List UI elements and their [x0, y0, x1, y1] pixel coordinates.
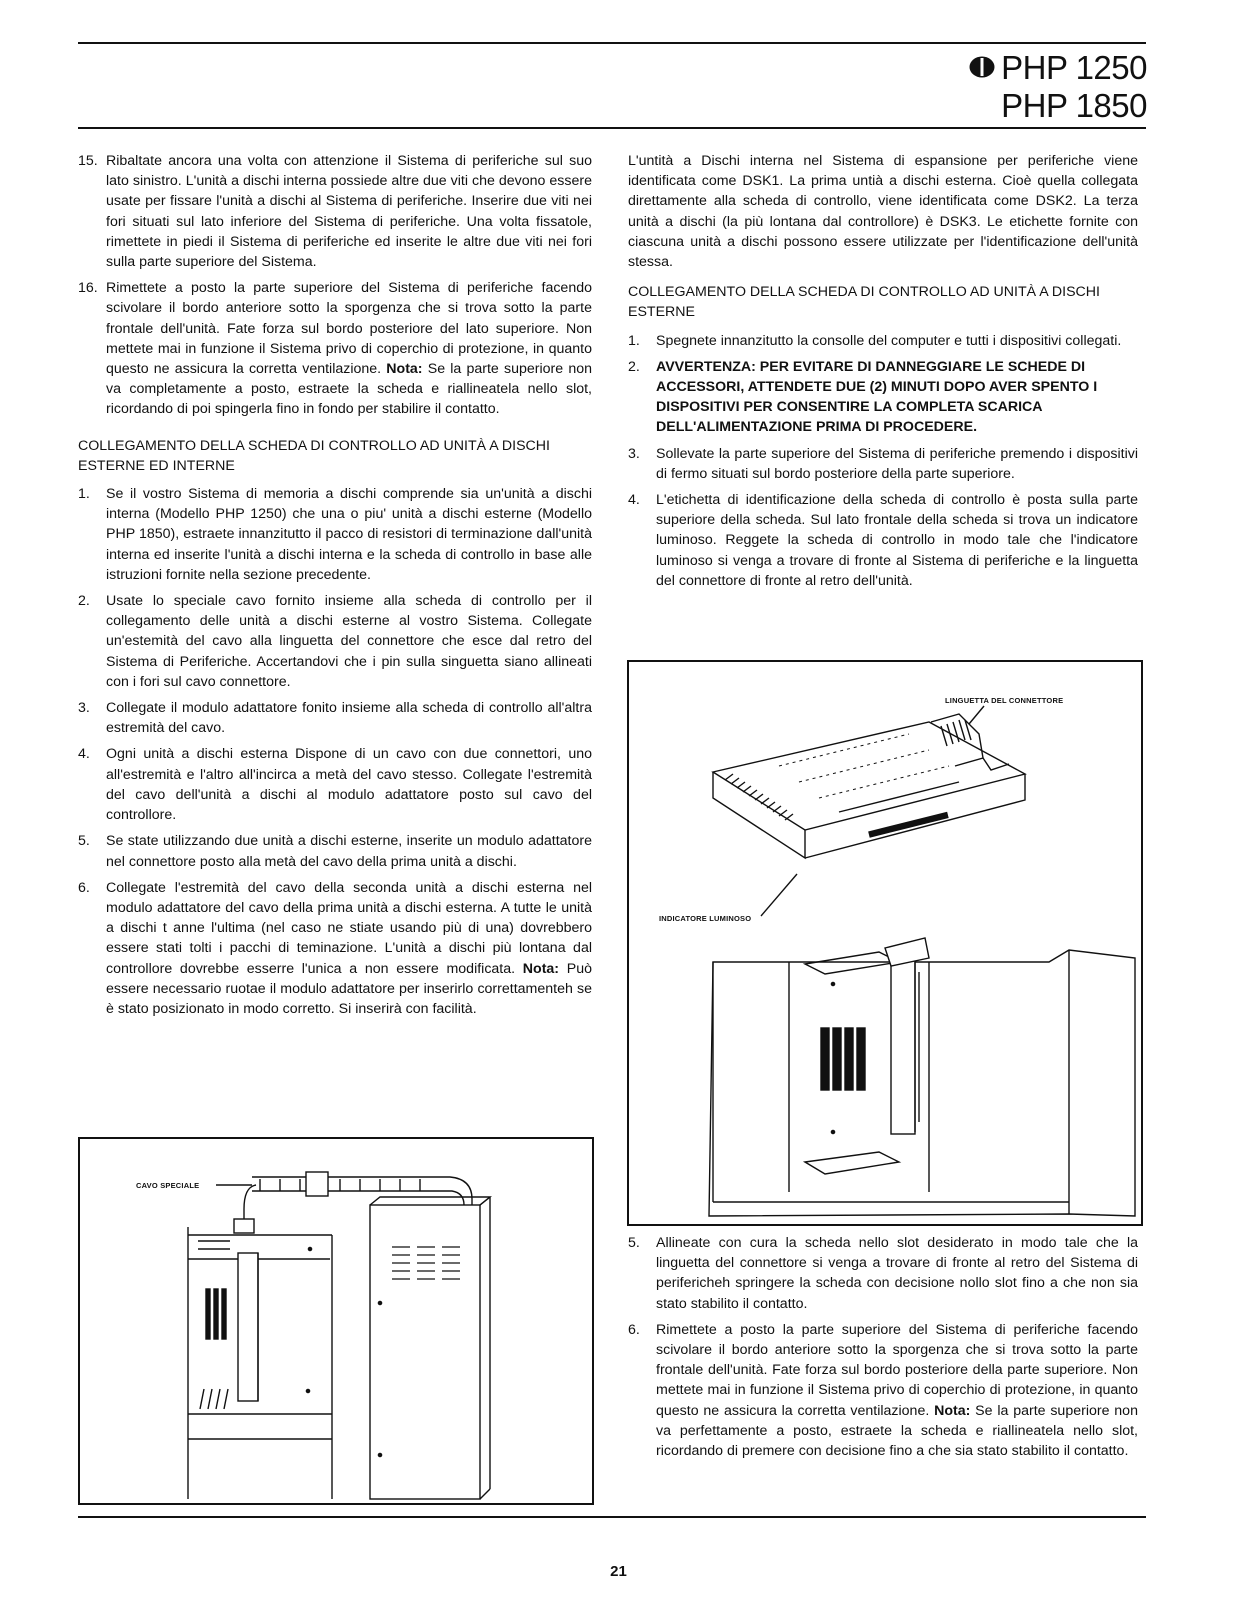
section-heading: COLLEGAMENTO DELLA SCHEDA DI CONTROLLO AD UNITÀ A DISCHI ESTERNE — [628, 284, 1100, 321]
intro-paragraph: L'untità a Dischi interna nel Sistema di espansione per periferiche viene identificata come DSK1. La prima untià a dischi esterna. Cioè quella collegata direttamente alla scheda di controllo, viene identificata come DSK2. La terza unità a dischi (la più lontana dal controllore) è DSK3. Le etichette fornite con ciascuna unità a dischi possono essere utilizzate per l'identificazione dell'unità stessa. — [628, 153, 1138, 271]
list-item: 3. Sollevate la parte superiore del Sistema di periferiche premendo i dispositivi di fermo situati sul bordo posteriore della parte superiore. — [628, 445, 1138, 482]
header-rule — [78, 127, 1146, 129]
note-label: Nota: — [386, 361, 423, 378]
list-item: 2. Usate lo speciale cavo fornito insieme alla scheda di controllo per il collegamento delle unità a dischi esterne al vostro Sistema. Collegate un'estemità del cavo alla linguetta del connettore che esce dal retro del Sistema di Periferiche. Accertandovi che i pin sulla singuetta siano allineati con i fori sul cavo connettore. — [78, 593, 592, 690]
steps-list — [78, 484, 592, 1019]
model-title-1: PHP 1250 — [1001, 49, 1147, 86]
list-item: 1. Spegnete innanzitutto la consolle del computer e tutti i dispositivi collegati. — [628, 332, 1122, 349]
cable-illustration — [80, 1139, 592, 1503]
cable-figure — [78, 1137, 594, 1505]
left-column — [78, 151, 592, 1025]
list-item: 6. Collegate l'estremità del cavo della seconda unità a dischi esterna nel modulo adattatore del cavo della prima unità a dischi esterna. A tutte le unità a dischi t anne l'ultima (nel caso ne stiate usando più di una) dovrebbero essere stati tolti i pacchi di teminazione. L'unità a dischi più lontana dal controllore dovrebbe esserre l'unica a non essere modificata. Nota: Può essere necessario ruotae il modulo adattatore per inserirlo correttamenteh se è stato posizionato in modo corretto. Si inserirà con facilità. — [78, 879, 592, 1017]
cable-label: CAVO SPECIALE — [136, 1181, 200, 1190]
card-and-chassis-illustration — [629, 662, 1141, 1224]
indicator-light-label: INDICATORE LUMINOSO — [659, 914, 752, 923]
ti-logo-icon — [969, 49, 995, 85]
list-item: 1. Se il vostro Sistema di memoria a dischi comprende sia un'unità a dischi interna (Modello PHP 1250) che una o piu' unità a dischi esterne (Modello PHP 1850), estraete innanzitutto il pacco di resistori di terminazione dall'unità interna ed inserite l'unità a dischi interna e la scheda di controllo in base alle istruzioni fornite nella sezione precedente. — [78, 486, 592, 583]
connector-tab-label: LINGUETTA DEL CONNETTORE — [945, 696, 1064, 705]
list-item: 15. Ribaltate ancora una volta con attenzione il Sistema di periferiche sul suo lato sinistro. L'unità a dischi interna possiede altre due viti che devono essere usate per fissare l'unità a dischi al Sistema di periferiche. Inserire due viti nei fori situati sul lato inferiore del Sistema di periferiche. Una volta fissatole, rimettete in piedi il Sistema di periferiche ed inserite le altre due viti nei fori sulla parte superiore del Sistema. — [78, 153, 592, 271]
list-item: 5. Se state utilizzando due unità a dischi esterne, inserite un modulo adattatore nel connettore posto alla metà del cavo della prima unità a dischi. — [78, 833, 592, 870]
right-column-continued — [628, 1233, 1138, 1467]
list-item: 4. Ogni unità a dischi esterna Dispone di un cavo con due connettori, uno all'estremità e l'altro all'incirca a metà del cavo stesso. Collegate l'estremità del cavo dell'unità a dischi al modulo adattatore posto sul cavo del controllore. — [78, 746, 592, 824]
list-item: 16. Rimettete a posto la parte superiore del Sistema di periferiche facendo scivolare il bordo anteriore sotto la sporgenza che si trova sotto la parte frontale dell'unità. Fate forza sul bordo posteriore del lato superiore. Non mettete mai in funzione il Sistema privo di coperchio di protezione, in quanto questo ne assicura la corretta ventilazione. Nota: Se la parte superiore non va completamente a posto, estraete la scheda e riallineatela nello slot, ricordando di poi spingerla fino in fondo per stabilire il contatto. — [78, 280, 592, 418]
list-item: 5. Allineate con cura la scheda nello slot desiderato in modo tale che la linguetta del connettore si venga a trovare di fronte al retro del Sistema di perifericheh springere la scheda con decisione nollo slot fino a che non sia stato stabilito il contatto. — [628, 1235, 1138, 1312]
right-column — [628, 151, 1138, 597]
footer-rule — [78, 1516, 1146, 1518]
list-item: 6. Rimettete a posto la parte superiore del Sistema di periferiche facendo scivolare il bordo anteriore sotto la sporgenza che si trova sotto la parte frontale dell'unità. Fate forza sul bordo posteriore della parte superiore. Non mettete mai in funzione il Sistema privo di coperchio di protezione, in quanto questo ne assicura la corretta ventilazione. Nota: Se la parte superiore non va perfettamente a posto, estraete la scheda e riallineatela nello slot, ricordando di premere con decisione fino a che sia stato stabilito il contatto. — [628, 1321, 1138, 1460]
steps-list-continued — [628, 1233, 1138, 1461]
warning-item: 2. AVVERTENZA: PER EVITARE DI DANNEGGIARE LE SCHEDE DI ACCESSORI, ATTENDETE DUE (2) MINUTI DOPO AVER SPENTO I DISPOSITIVI PER CONSENTIRE LA COMPLETA SCARICA DELL'ALIMENTAZIONE PRIMA DI PROCEDERE. — [628, 358, 1098, 436]
intro-list — [78, 151, 592, 420]
list-item: 4. L'etichetta di identificazione della scheda di controllo è posta sulla parte superiore della scheda. Sul lato frontale della scheda si trova un indicatore luminoso. Reggete la scheda di controllo in modo tale che l'indicatore luminoso si venga a trovare di fronte al Sistema di periferiche e la linguetta del connettore di fronte al retro dell'unità. — [628, 492, 1138, 589]
controller-card-figure — [627, 660, 1143, 1226]
steps-list — [628, 331, 1138, 591]
list-item: 3. Collegate il modulo adattatore fonito insieme alla scheda di controllo all'altra estremità del cavo. — [78, 700, 592, 737]
section-heading: COLLEGAMENTO DELLA SCHEDA DI CONTROLLO AD UNITÀ A DISCHI ESTERNE ED INTERNE — [78, 437, 550, 474]
top-rule — [78, 42, 1146, 44]
model-title-2: PHP 1850 — [1001, 87, 1147, 125]
page-number: 21 — [610, 1563, 627, 1580]
page-header — [969, 50, 1147, 124]
